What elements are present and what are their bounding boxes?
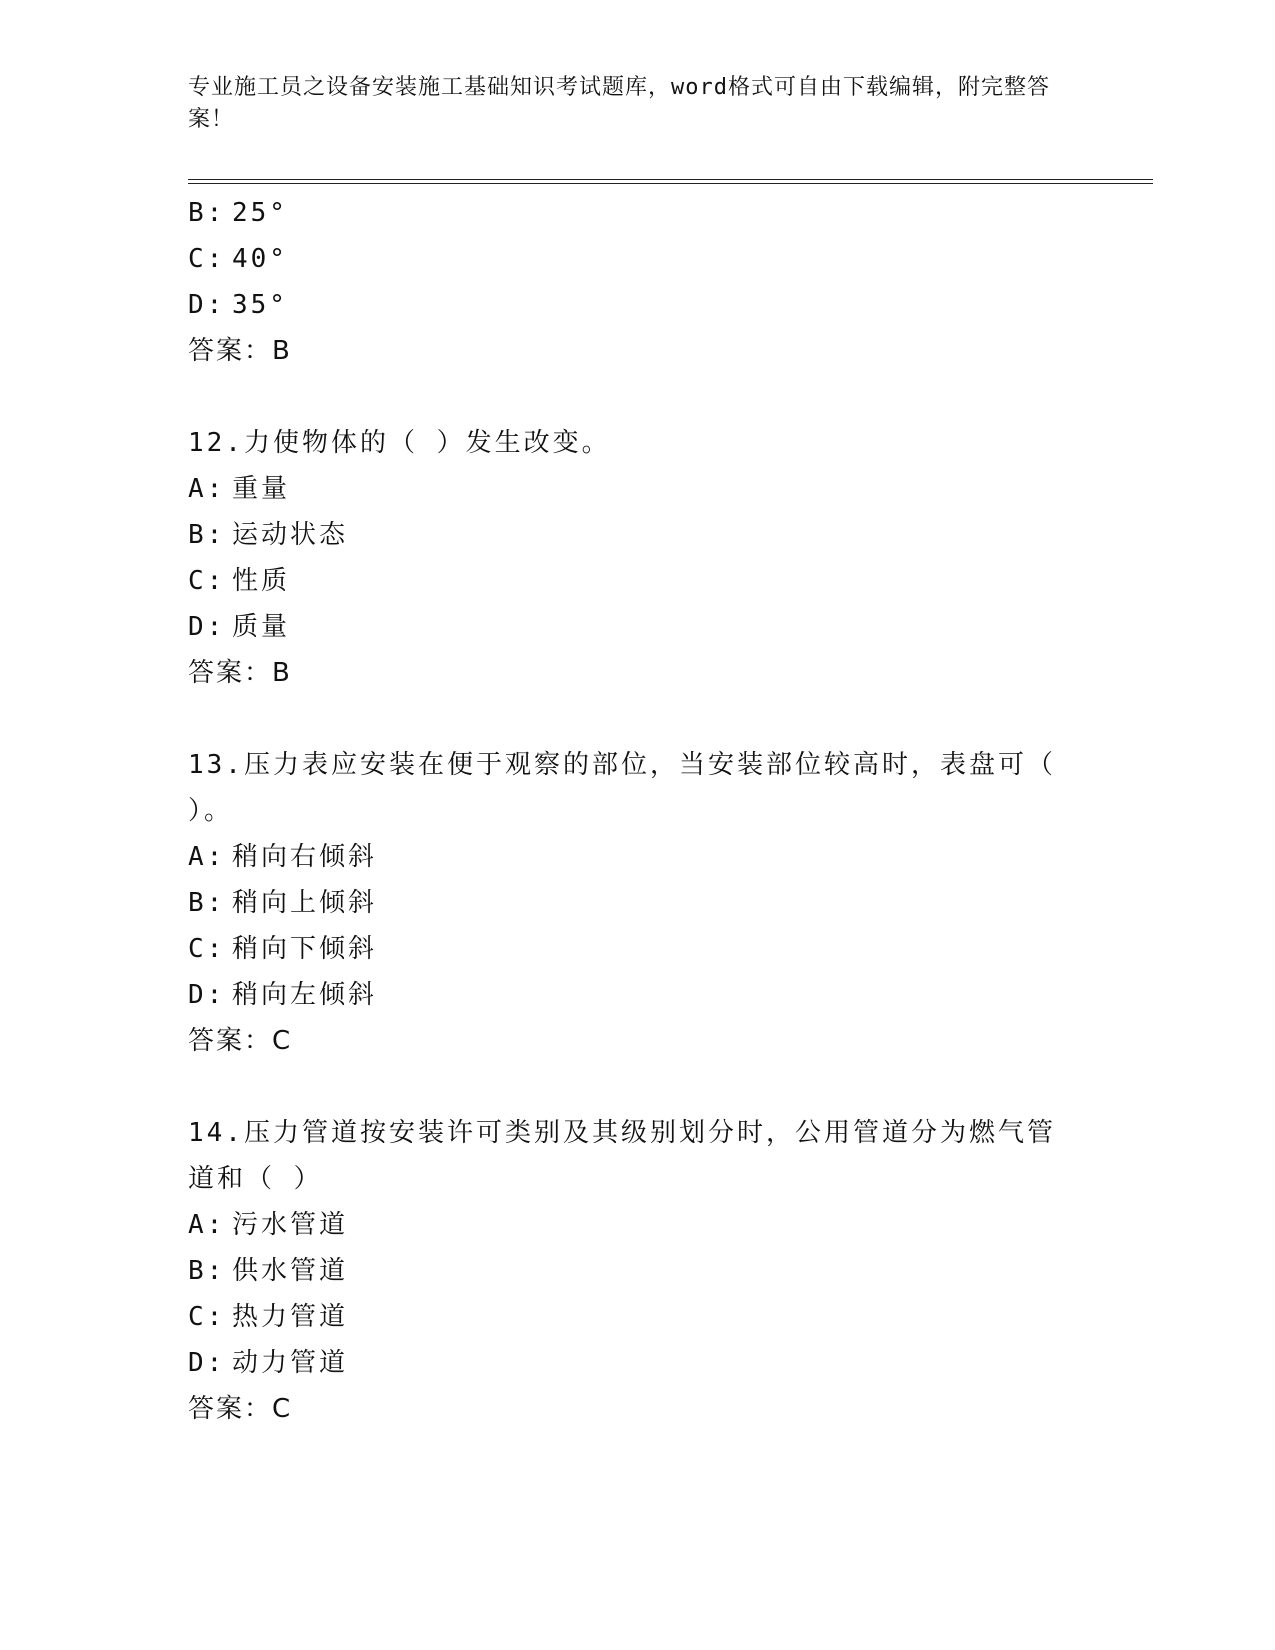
- option-text: 稍向下倾斜: [232, 934, 378, 964]
- option-text: 污水管道: [232, 1210, 349, 1240]
- question-stem: 14.压力管道按安装许可类别及其级别划分时，公用管道分为燃气管道和（ ）: [188, 1118, 1056, 1194]
- option-text: 25°: [232, 198, 288, 228]
- option-text: 运动状态: [232, 520, 349, 550]
- option-label: B:: [188, 198, 226, 228]
- option-text: 稍向上倾斜: [232, 888, 378, 918]
- spacer: [188, 374, 1108, 420]
- option-label: A:: [188, 474, 226, 504]
- option-text: 热力管道: [232, 1302, 349, 1332]
- question-12-block: [188, 420, 1108, 696]
- option-label: A:: [188, 1210, 226, 1240]
- option-text: 重量: [232, 474, 291, 504]
- header-divider-bottom: [188, 183, 1153, 184]
- header-divider-top: [188, 179, 1153, 180]
- spacer: [188, 696, 1108, 742]
- option-label: D:: [188, 612, 226, 642]
- option-label: D:: [188, 980, 226, 1010]
- option-item: [188, 236, 1108, 282]
- answer-line: 答案：B: [188, 658, 292, 688]
- option-text: 质量: [232, 612, 291, 642]
- option-item: [188, 1340, 1108, 1386]
- question-list: [188, 190, 1108, 1432]
- option-label: C:: [188, 934, 226, 964]
- question-stem: 13.压力表应安装在便于观察的部位，当安装部位较高时，表盘可（ ）。: [188, 750, 1056, 826]
- option-label: D:: [188, 1348, 226, 1378]
- option-item: [188, 834, 1108, 880]
- option-label: D:: [188, 290, 226, 320]
- answer-line: 答案：B: [188, 336, 292, 366]
- question-14-block: [188, 1110, 1108, 1432]
- option-text: 稍向左倾斜: [232, 980, 378, 1010]
- option-text: 供水管道: [232, 1256, 349, 1286]
- option-item: [188, 1248, 1108, 1294]
- option-label: C:: [188, 1302, 226, 1332]
- option-item: [188, 926, 1108, 972]
- answer-line: 答案：C: [188, 1026, 293, 1056]
- option-label: B:: [188, 888, 226, 918]
- option-item: [188, 1202, 1108, 1248]
- option-label: C:: [188, 244, 226, 274]
- document-header: 专业施工员之设备安装施工基础知识考试题库，word格式可自由下载编辑，附完整答案！: [188, 75, 1050, 132]
- option-label: A:: [188, 842, 226, 872]
- spacer: [188, 1064, 1108, 1110]
- question-stem: 12.力使物体的（ ）发生改变。: [188, 428, 611, 458]
- option-label: C:: [188, 566, 226, 596]
- option-item: [188, 466, 1108, 512]
- option-item: [188, 512, 1108, 558]
- option-item: [188, 1294, 1108, 1340]
- option-text: 性质: [232, 566, 291, 596]
- option-text: 40°: [232, 244, 288, 274]
- option-label: B:: [188, 520, 226, 550]
- option-text: 稍向右倾斜: [232, 842, 378, 872]
- option-item: [188, 880, 1108, 926]
- question-11-block: [188, 190, 1108, 374]
- option-item: [188, 558, 1108, 604]
- answer-line: 答案：C: [188, 1394, 293, 1424]
- option-item: [188, 190, 1108, 236]
- question-13-block: [188, 742, 1108, 1064]
- option-text: 动力管道: [232, 1348, 349, 1378]
- option-item: [188, 972, 1108, 1018]
- option-text: 35°: [232, 290, 288, 320]
- option-label: B:: [188, 1256, 226, 1286]
- option-item: [188, 282, 1108, 328]
- option-item: [188, 604, 1108, 650]
